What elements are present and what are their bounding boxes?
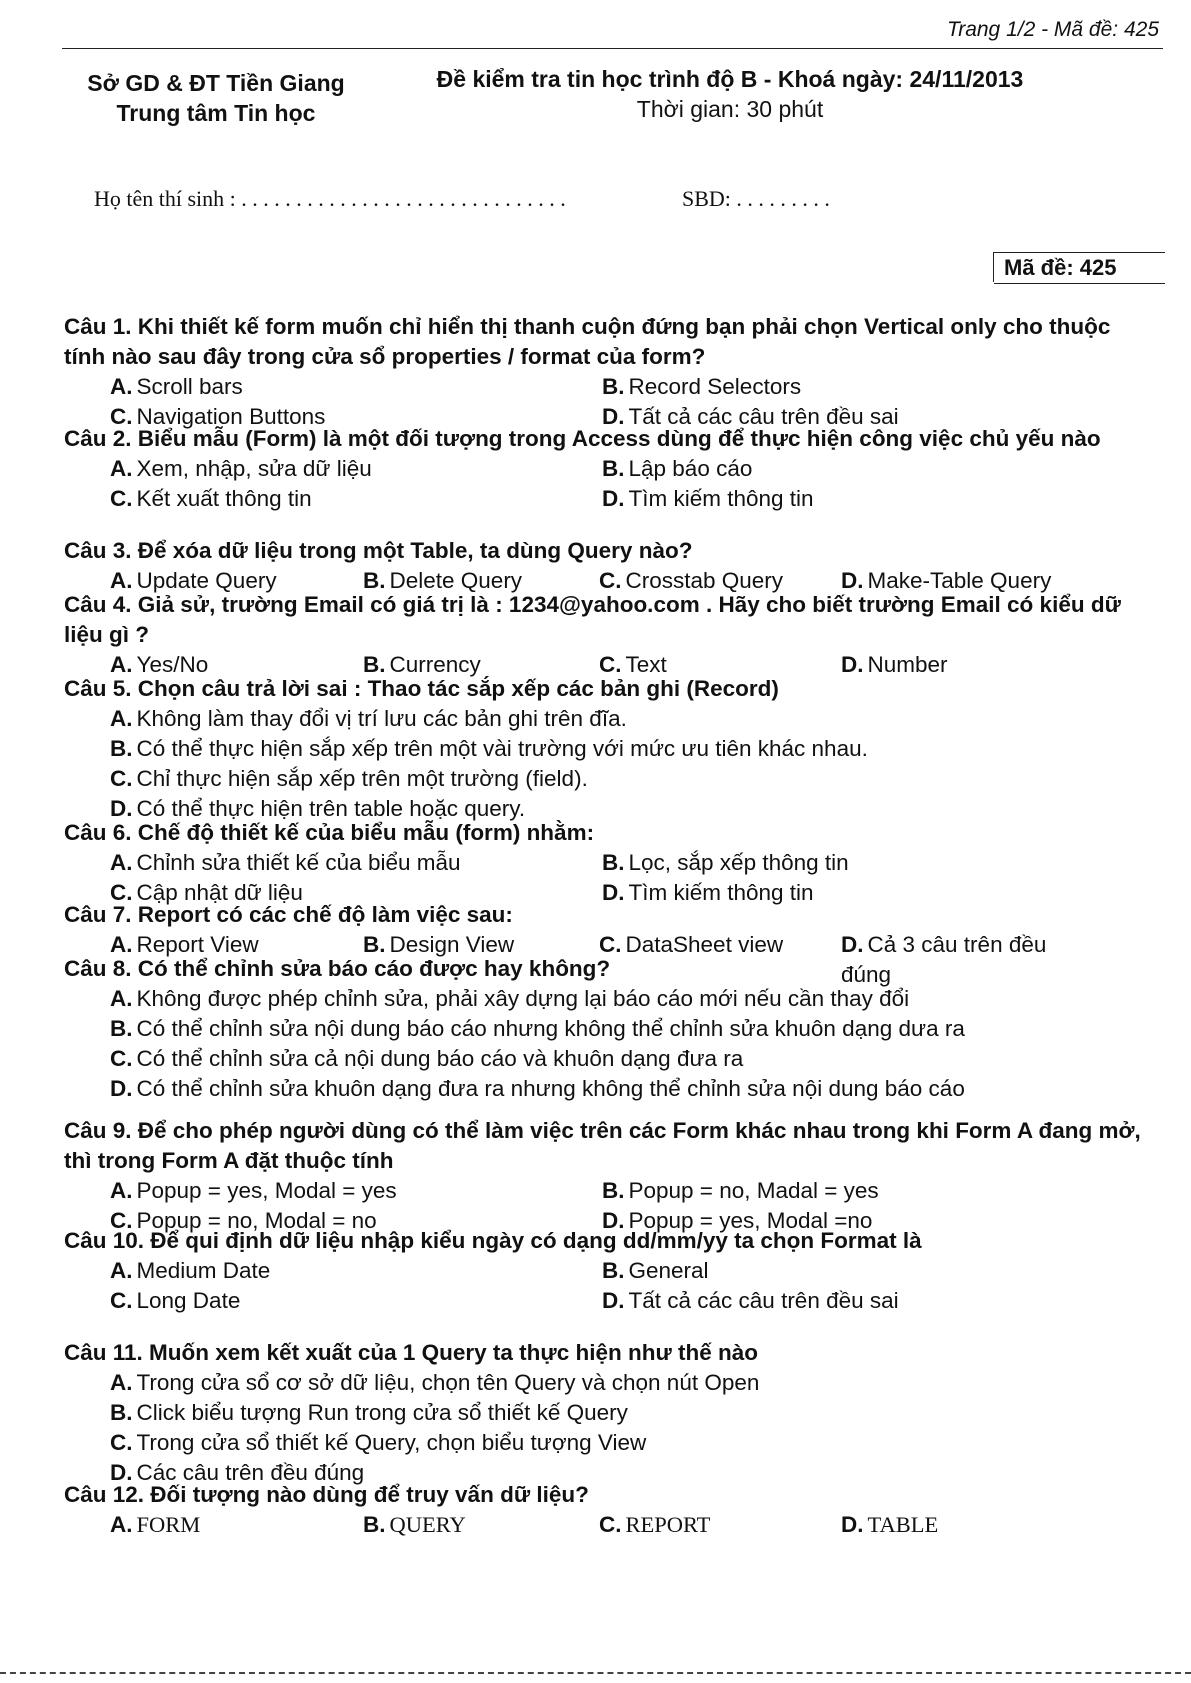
question-4: [64, 590, 1144, 680]
option-c: C. DataSheet view: [599, 932, 784, 957]
question-stem: Câu 5. Chọn câu trả lời sai : Thao tác sắp xếp các bản ghi (Record): [64, 676, 779, 701]
option-d: D. Make-Table Query: [841, 568, 1052, 593]
option-a: A. Chỉnh sửa thiết kế của biểu mẫu: [110, 850, 461, 875]
option-a: A. FORM: [110, 1512, 201, 1537]
option-a: A. Không làm thay đổi vị trí lưu các bản ghi trên đĩa.: [110, 706, 627, 731]
option-b: B. General: [602, 1258, 709, 1283]
option-row: [64, 1256, 1144, 1286]
option-row: [64, 1176, 1144, 1206]
option-a: A. Không được phép chỉnh sửa, phải xây dựng lại báo cáo mới nếu cần thay đổi: [110, 986, 910, 1011]
option-row: [64, 454, 1144, 484]
question-stem: Câu 3. Để xóa dữ liệu trong một Table, ta dùng Query nào?: [64, 538, 693, 563]
option-a: A. Medium Date: [110, 1258, 271, 1283]
option-row: [64, 372, 1144, 402]
option-c: C. Long Date: [110, 1288, 241, 1313]
question-stem: Câu 7. Report có các chế độ làm việc sau:: [64, 902, 513, 927]
question-2: [64, 424, 1144, 514]
option-c: C. Crosstab Query: [599, 568, 784, 593]
question-stem: Câu 11. Muốn xem kết xuất của 1 Query ta thực hiện như thế nào: [64, 1340, 758, 1365]
question-6: [64, 818, 1144, 908]
question-stem: Câu 4. Giả sử, trường Email có giá trị là : 1234@yahoo.com . Hãy cho biết trường Email có kiểu dữ liệu gì ?: [64, 592, 1121, 647]
question-1: [64, 312, 1144, 432]
question-stem: Câu 6. Chế độ thiết kế của biểu mẫu (form) nhằm:: [64, 820, 595, 845]
option-row: [64, 1286, 1144, 1316]
exam-title: Đề kiểm tra tin học trình độ B - Khoá ngày: 24/11/2013: [436, 66, 1024, 92]
option-b: B. Popup = no, Madal = yes: [602, 1178, 879, 1203]
issuer-block: [66, 68, 366, 128]
option-b: B. Có thể thực hiện sắp xếp trên một vài trường với mức ưu tiên khác nhau.: [110, 736, 868, 761]
option-a: A. Popup = yes, Modal = yes: [110, 1178, 397, 1203]
page-number: Trang 1/2 - Mã đề: 425: [946, 18, 1159, 41]
option-c: C. Kết xuất thông tin: [110, 486, 312, 511]
option-b: B. Design View: [363, 932, 515, 957]
exam-heading: [400, 64, 1060, 124]
option-row: [64, 848, 1144, 878]
option-c: C. REPORT: [599, 1512, 711, 1537]
center-name: Trung tâm Tin học: [116, 100, 316, 126]
question-stem: Câu 2. Biểu mẫu (Form) là một đối tượng trong Access dùng để thực hiện công việc chủ yếu nào: [64, 426, 1101, 451]
option-b: B. Click biểu tượng Run trong cửa sổ thiết kế Query: [110, 1400, 628, 1425]
question-stem: Câu 8. Có thể chỉnh sửa báo cáo được hay không?: [64, 956, 611, 981]
question-8: [64, 954, 1144, 1104]
option-d: D. Các câu trên đều đúng: [110, 1460, 365, 1485]
option-c: C. Có thể chỉnh sửa cả nội dung báo cáo và khuôn dạng đưa ra: [110, 1046, 744, 1071]
option-row: [64, 1510, 1144, 1540]
option-d: D. Có thể thực hiện trên table hoặc query.: [110, 796, 526, 821]
candidate-number-line: SBD: . . . . . . . . .: [682, 186, 830, 211]
option-d: D. Tìm kiếm thông tin: [602, 880, 814, 905]
question-stem: Câu 10. Để qui định dữ liệu nhập kiểu ngày có dạng dd/mm/yy ta chọn Format là: [64, 1228, 922, 1253]
option-row: [64, 484, 1144, 514]
question-9: [64, 1116, 1144, 1236]
question-5: [64, 674, 1144, 824]
question-stem: Câu 12. Đối tượng nào dùng để truy vấn dữ liệu?: [64, 1482, 589, 1507]
option-a: A. Report View: [110, 932, 259, 957]
option-d: D. Number: [841, 652, 948, 677]
question-stem: Câu 1. Khi thiết kế form muốn chỉ hiển thị thanh cuộn đứng bạn phải chọn Vertical only cho thuộc tính nào sau đây trong cửa sổ properties / format của form?: [64, 314, 1111, 369]
option-b: B. Có thể chỉnh sửa nội dung báo cáo nhưng không thể chỉnh sửa khuôn dạng dưa ra: [110, 1016, 965, 1041]
option-b: B. QUERY: [363, 1512, 466, 1537]
option-b: B. Lập báo cáo: [602, 456, 753, 481]
option-d: D. Popup = yes, Modal =no: [602, 1208, 873, 1233]
top-rule: [62, 48, 1163, 49]
option-d: D. Tất cả các câu trên đều sai: [602, 1288, 899, 1313]
exam-duration: Thời gian: 30 phút: [636, 96, 824, 122]
option-d: D. Có thể chỉnh sửa khuôn dạng đưa ra nhưng không thể chỉnh sửa nội dung báo cáo: [110, 1076, 965, 1101]
question-12: [64, 1480, 1144, 1540]
option-c: C. Navigation Buttons: [110, 404, 326, 429]
option-b: B. Lọc, sắp xếp thông tin: [602, 850, 849, 875]
option-c: C. Trong cửa sổ thiết kế Query, chọn biểu tượng View: [110, 1430, 647, 1455]
option-d: D. Tất cả các câu trên đều sai: [602, 404, 899, 429]
department-name: Sở GD & ĐT Tiền Giang: [87, 70, 345, 96]
option-c: C. Popup = no, Modal = no: [110, 1208, 377, 1233]
option-b: B. Record Selectors: [602, 374, 802, 399]
option-d: D. Cả 3 câu trên đều đúng: [841, 932, 1047, 987]
option-c: C. Cập nhật dữ liệu: [110, 880, 303, 905]
candidate-name-line: Họ tên thí sinh : . . . . . . . . . . . . . . . . . . . . . . . . . . . . . .: [94, 186, 566, 211]
option-a: A. Scroll bars: [110, 374, 243, 399]
option-a: A. Yes/No: [110, 652, 209, 677]
option-c: C. Chỉ thực hiện sắp xếp trên một trường (field).: [110, 766, 588, 791]
question-stem: Câu 9. Để cho phép người dùng có thể làm việc trên các Form khác nhau trong khi Form A đang mở, thì trong Form A đặt thuộc tính: [64, 1118, 1141, 1173]
option-c: C. Text: [599, 652, 667, 677]
question-11: [64, 1338, 1144, 1488]
option-a: A. Update Query: [110, 568, 277, 593]
option-d: D. Tìm kiếm thông tin: [602, 486, 814, 511]
option-b: B. Currency: [363, 652, 481, 677]
option-b: B. Delete Query: [363, 568, 523, 593]
option-a: A. Trong cửa sổ cơ sở dữ liệu, chọn tên Query và chọn nút Open: [110, 1370, 760, 1395]
option-d: D. TABLE: [841, 1512, 939, 1537]
question-3: [64, 536, 1144, 596]
exam-code-box: Mã đề: 425: [993, 252, 1165, 282]
question-10: [64, 1226, 1144, 1316]
bottom-rule: [0, 1672, 1191, 1674]
option-a: A. Xem, nhập, sửa dữ liệu: [110, 456, 372, 481]
